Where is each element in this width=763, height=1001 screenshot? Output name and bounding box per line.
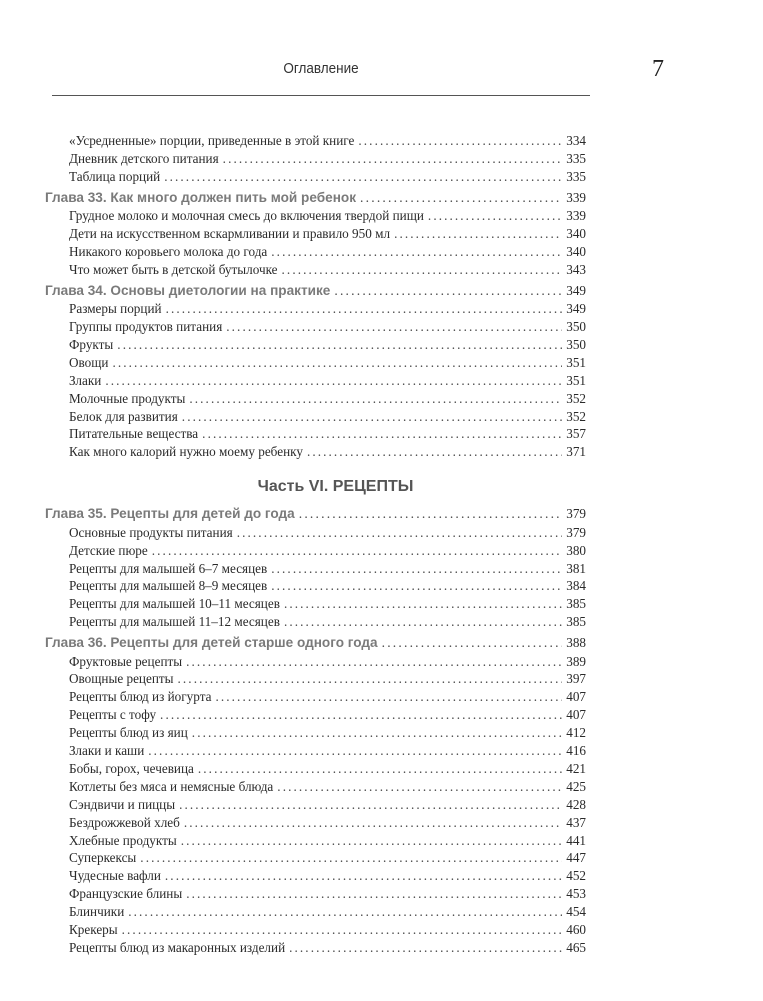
toc-entry-title: Дневник детского питания xyxy=(69,150,219,166)
dot-leader xyxy=(223,150,563,168)
toc-page-number: 381 xyxy=(566,560,586,576)
dot-leader xyxy=(182,408,562,426)
page-number: 7 xyxy=(652,56,664,82)
toc-page-number: 339 xyxy=(566,189,586,205)
dot-leader xyxy=(289,939,562,957)
toc-page-number: 350 xyxy=(566,319,586,335)
toc-entry-title: Размеры порций xyxy=(69,301,162,317)
toc-entry-title: Рецепты для малышей 6–7 месяцев xyxy=(69,560,268,576)
toc-entry xyxy=(45,372,586,390)
toc-page-number: 407 xyxy=(566,707,586,723)
dot-leader xyxy=(122,921,563,939)
toc-part-heading xyxy=(45,475,586,499)
toc-page-number: 416 xyxy=(566,743,586,759)
dot-leader xyxy=(428,207,562,225)
toc-page-number: 335 xyxy=(566,150,586,166)
toc-entry xyxy=(45,336,586,354)
toc-entry-title: Бездрожжевой хлеб xyxy=(69,814,180,830)
toc-entry-title: «Усредненные» порции, приведенные в этой книге xyxy=(69,133,355,148)
toc-entry-title: Суперкексы xyxy=(69,850,137,866)
toc-entry xyxy=(45,132,586,150)
toc-page-number: 412 xyxy=(566,725,586,741)
dot-leader xyxy=(184,814,562,832)
dot-leader xyxy=(299,505,563,524)
dot-leader xyxy=(166,300,563,318)
toc-page-number: 425 xyxy=(566,778,586,794)
toc-entry xyxy=(45,885,586,903)
toc-entry-title: Крекеры xyxy=(69,921,118,937)
toc-chapter-entry xyxy=(45,505,586,524)
toc-entry-title: Рецепты блюд из йогурта xyxy=(69,689,212,705)
dot-leader xyxy=(277,778,562,796)
toc-chapter-entry xyxy=(45,189,586,208)
dot-leader xyxy=(181,832,562,850)
toc-entry-title: Основные продукты питания xyxy=(69,524,233,540)
toc-entry-title: Глава 33. Как много должен пить мой ребенок xyxy=(45,189,357,205)
toc-entry xyxy=(45,300,586,318)
toc-page-number: 371 xyxy=(566,444,586,460)
toc-page-number: 447 xyxy=(566,850,586,866)
toc-entry-title: Группы продуктов питания xyxy=(69,319,223,335)
toc-page-number: 397 xyxy=(566,671,586,687)
toc-entry-title: Рецепты с тофу xyxy=(69,707,157,723)
toc-page-number: 352 xyxy=(566,408,586,424)
dot-leader xyxy=(334,282,562,301)
toc-page-number: 343 xyxy=(566,261,586,277)
toc-entry xyxy=(45,849,586,867)
toc-page-number: 385 xyxy=(566,614,586,630)
toc-entry-title: Глава 36. Рецепты для детей старше одного года xyxy=(45,635,378,651)
dot-leader xyxy=(284,613,562,631)
toc-chapter-entry xyxy=(45,282,586,301)
dot-leader xyxy=(198,760,562,778)
toc-entry xyxy=(45,653,586,671)
toc-entry-title: Котлеты без мяса и немясные блюда xyxy=(69,778,274,794)
toc-entry-title: Как много калорий нужно моему ребенку xyxy=(69,444,303,460)
toc-page-number: 334 xyxy=(566,133,586,148)
toc-page-number: 407 xyxy=(566,689,586,705)
dot-leader xyxy=(164,168,562,186)
toc-entry-title: Сэндвичи и пиццы xyxy=(69,796,176,812)
toc-page-number: 428 xyxy=(566,796,586,812)
toc-entry xyxy=(45,168,586,186)
toc-entry-title: Рецепты блюд из макаронных изделий xyxy=(69,939,286,955)
toc-entry xyxy=(45,207,586,225)
toc-entry xyxy=(45,742,586,760)
toc-entry-title: Что может быть в детской бутылочке xyxy=(69,261,278,277)
toc-entry xyxy=(45,670,586,688)
toc-entry xyxy=(45,688,586,706)
toc-page-number: 465 xyxy=(566,939,586,955)
toc-page-number: 388 xyxy=(566,635,586,651)
toc-page-number: 351 xyxy=(566,372,586,388)
toc-entry xyxy=(45,814,586,832)
dot-leader xyxy=(282,261,563,279)
toc-entry-title: Никакого коровьего молока до года xyxy=(69,243,268,259)
dot-leader xyxy=(215,688,562,706)
toc-entry xyxy=(45,443,586,461)
running-head: Оглавление xyxy=(283,60,359,77)
dot-leader xyxy=(307,443,562,461)
toc-entry-title: Фрукты xyxy=(69,337,114,353)
toc-entry-title: Злаки xyxy=(69,372,102,388)
toc-entry-title: Рецепты для малышей 8–9 месяцев xyxy=(69,578,268,594)
dot-leader xyxy=(178,670,563,688)
dot-leader xyxy=(202,425,562,443)
dot-leader xyxy=(358,132,562,150)
dot-leader xyxy=(382,634,563,653)
toc-page-number: 351 xyxy=(566,354,586,370)
dot-leader xyxy=(179,796,562,814)
dot-leader xyxy=(105,372,562,390)
toc-page-number: 441 xyxy=(566,832,586,848)
toc-entry-title: Овощи xyxy=(69,354,109,370)
toc-page-number: 349 xyxy=(566,282,586,298)
toc-entry-title: Глава 34. Основы диетологии на практике xyxy=(45,282,331,298)
toc-entry-title: Детские пюре xyxy=(69,542,148,558)
toc-entry-title: Часть VI. РЕЦЕПТЫ xyxy=(257,478,414,496)
toc-entry xyxy=(45,524,586,542)
toc-entry-title: Французские блины xyxy=(69,886,183,902)
toc-entry-title: Глава 35. Рецепты для детей до года xyxy=(45,506,295,522)
toc-entry-title: Дети на искусственном вскармливании и правило 950 мл xyxy=(69,226,391,242)
dot-leader xyxy=(237,524,563,542)
toc-page-number: 339 xyxy=(566,208,586,224)
toc-page-number: 379 xyxy=(566,524,586,540)
toc-entry xyxy=(45,832,586,850)
toc-entry xyxy=(45,760,586,778)
toc-entry-title: Белок для развития xyxy=(69,408,178,424)
dot-leader xyxy=(271,243,562,261)
dot-leader xyxy=(140,849,562,867)
table-of-contents xyxy=(45,132,586,957)
toc-entry xyxy=(45,778,586,796)
toc-page-number: 453 xyxy=(566,886,586,902)
toc-page-number: 389 xyxy=(566,653,586,669)
toc-page-number: 460 xyxy=(566,921,586,937)
toc-entry xyxy=(45,939,586,957)
toc-entry-title: Хлебные продукты xyxy=(69,832,177,848)
dot-leader xyxy=(192,724,562,742)
toc-page-number: 379 xyxy=(566,506,586,522)
toc-entry-title: Злаки и каши xyxy=(69,743,145,759)
dot-leader xyxy=(226,318,562,336)
dot-leader xyxy=(148,742,562,760)
dot-leader xyxy=(165,867,562,885)
toc-entry xyxy=(45,150,586,168)
toc-entry xyxy=(45,408,586,426)
toc-entry xyxy=(45,706,586,724)
toc-page-number: 380 xyxy=(566,542,586,558)
toc-entry-title: Фруктовые рецепты xyxy=(69,653,183,669)
dot-leader xyxy=(189,390,562,408)
toc-entry xyxy=(45,318,586,336)
dot-leader xyxy=(394,225,562,243)
toc-entry-title: Грудное молоко и молочная смесь до включения твердой пищи xyxy=(69,208,424,224)
toc-page-number: 421 xyxy=(566,760,586,776)
toc-entry-title: Питательные вещества xyxy=(69,426,199,442)
dot-leader xyxy=(186,885,562,903)
toc-page-number: 437 xyxy=(566,814,586,830)
toc-entry xyxy=(45,867,586,885)
dot-leader xyxy=(128,903,562,921)
toc-page-number: 349 xyxy=(566,301,586,317)
dot-leader xyxy=(271,560,562,578)
toc-entry-title: Чудесные вафли xyxy=(69,868,161,884)
toc-page-number: 340 xyxy=(566,226,586,242)
toc-entry-title: Молочные продукты xyxy=(69,390,186,406)
dot-leader xyxy=(160,706,562,724)
dot-leader xyxy=(117,336,562,354)
dot-leader xyxy=(112,354,562,372)
dot-leader xyxy=(360,189,562,208)
toc-entry-title: Рецепты блюд из яиц xyxy=(69,725,188,741)
toc-entry xyxy=(45,595,586,613)
toc-page-number: 385 xyxy=(566,596,586,612)
toc-chapter-entry xyxy=(45,634,586,653)
dot-leader xyxy=(152,542,562,560)
toc-entry-title: Овощные рецепты xyxy=(69,671,174,687)
toc-page-number: 357 xyxy=(566,426,586,442)
toc-page-number: 350 xyxy=(566,337,586,353)
toc-entry xyxy=(45,921,586,939)
toc-page-number: 340 xyxy=(566,243,586,259)
toc-page-number: 335 xyxy=(566,168,586,184)
toc-entry xyxy=(45,243,586,261)
toc-page-number: 352 xyxy=(566,390,586,406)
toc-entry xyxy=(45,577,586,595)
toc-entry-title: Блинчики xyxy=(69,904,125,920)
toc-entry xyxy=(45,724,586,742)
toc-page-number: 452 xyxy=(566,868,586,884)
toc-entry xyxy=(45,425,586,443)
toc-entry xyxy=(45,390,586,408)
toc-entry xyxy=(45,542,586,560)
dot-leader xyxy=(271,577,562,595)
toc-entry-title: Рецепты для малышей 11–12 месяцев xyxy=(69,614,280,630)
dot-leader xyxy=(284,595,562,613)
toc-entry-title: Рецепты для малышей 10–11 месяцев xyxy=(69,596,280,612)
toc-entry xyxy=(45,261,586,279)
toc-entry-title: Таблица порций xyxy=(69,168,161,184)
toc-entry xyxy=(45,225,586,243)
dot-leader xyxy=(186,653,562,671)
toc-entry xyxy=(45,354,586,372)
header-rule xyxy=(52,95,590,96)
toc-entry xyxy=(45,560,586,578)
toc-page-number: 454 xyxy=(566,904,586,920)
toc-entry-title: Бобы, горох, чечевица xyxy=(69,760,194,776)
toc-entry xyxy=(45,796,586,814)
toc-entry xyxy=(45,613,586,631)
toc-entry xyxy=(45,903,586,921)
toc-page-number: 384 xyxy=(566,578,586,594)
